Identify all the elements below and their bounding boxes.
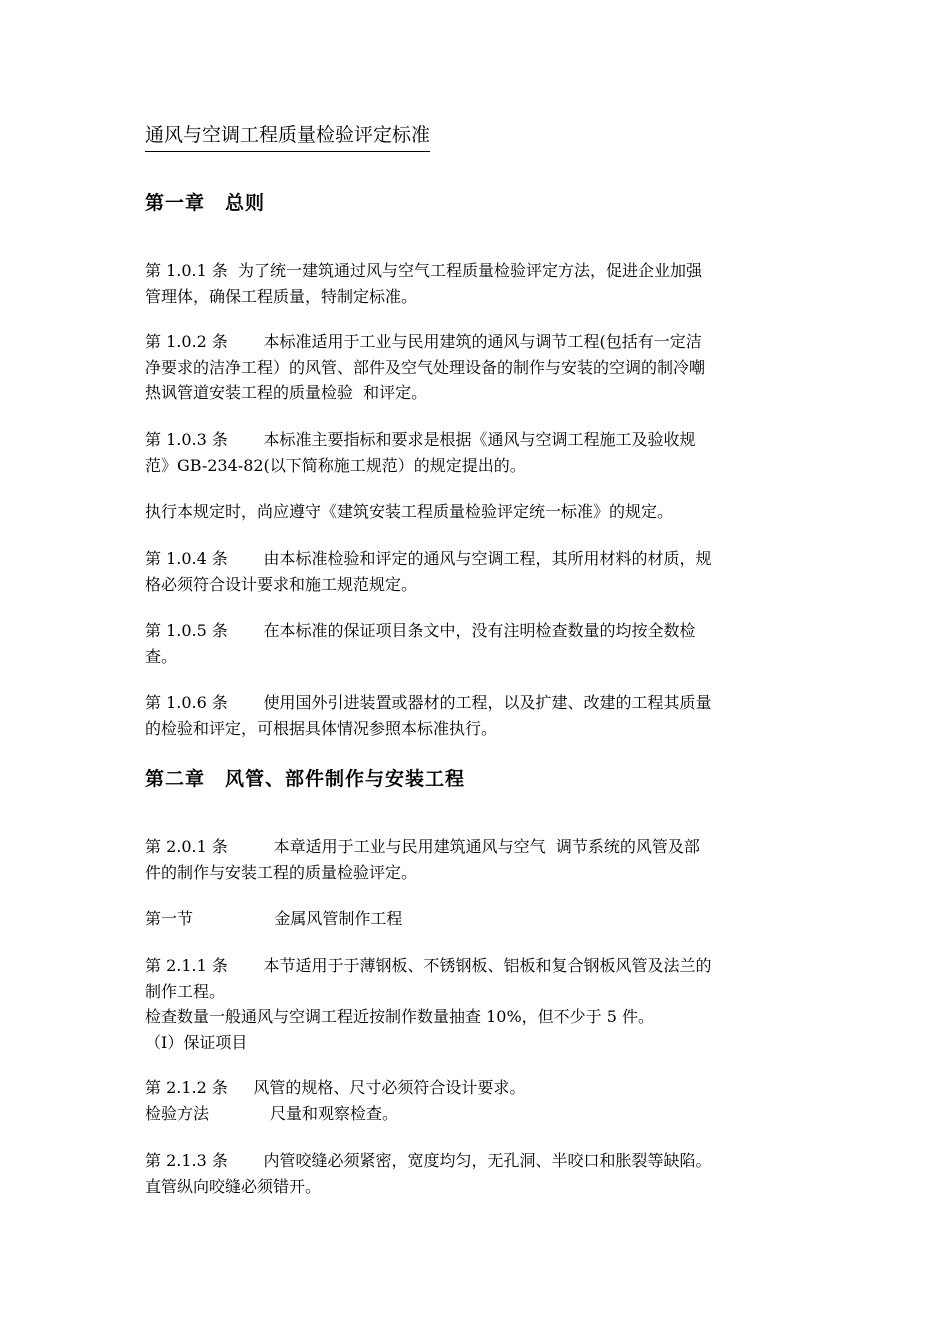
text-line: 第 1.0.3 条 本标准主要指标和要求是根据《通风与空调工程施工及验收规 bbox=[145, 430, 696, 449]
text-line: 第一节 金属风管制作工程 bbox=[145, 909, 403, 928]
section-1-heading bbox=[145, 906, 810, 932]
text-line: 第 2.1.3 条 内管咬缝必须紧密，宽度均匀，无孔洞、半咬口和胀裂等缺陷。 bbox=[145, 1151, 712, 1170]
article-2-1-2 bbox=[145, 1075, 810, 1126]
text-line: 检验方法 尺量和观察检查。 bbox=[145, 1103, 399, 1123]
article-2-0-1 bbox=[145, 834, 810, 885]
text-line: 第 2.1.1 条 本节适用于于薄钢板、不锈钢板、铝板和复合钢板风管及法兰的 bbox=[145, 956, 712, 975]
text-line: 直管纵向咬缝必须错开。 bbox=[145, 1176, 322, 1196]
text-line: 第 1.0.2 条 本标准适用于工业与民用建筑的通风与调节工程(包括有一定洁 bbox=[145, 332, 702, 351]
text-line: 查。 bbox=[145, 646, 178, 666]
execution-note bbox=[145, 499, 810, 525]
text-line: 的检验和评定，可根据具体情况参照本标准执行。 bbox=[145, 718, 498, 738]
chapter-2-heading: 第二章 风管、部件制作与安装工程 bbox=[145, 768, 466, 790]
text-line: 管理体，确保工程质量，特制定标准。 bbox=[145, 286, 418, 306]
text-line: 制作工程。 bbox=[145, 981, 226, 1001]
article-1-0-5 bbox=[145, 618, 810, 669]
text-line: （I）保证项目 bbox=[145, 1032, 248, 1052]
text-line: 第 2.0.1 条 本章适用于工业与民用建筑通风与空气 调节系统的风管及部 bbox=[145, 837, 700, 856]
document-title: 通风与空调工程质量检验评定标准 bbox=[145, 122, 430, 152]
text-line: 第 1.0.4 条 由本标准检验和评定的通风与空调工程，其所用材料的材质，规 bbox=[145, 549, 712, 568]
article-1-0-2 bbox=[145, 329, 810, 406]
text-line: 执行本规定时，尚应遵守《建筑安装工程质量检验评定统一标准》的规定。 bbox=[145, 502, 674, 521]
text-line: 净要求的洁净工程）的风管、部件及空气处理设备的制作与安装的空调的制冷嘲 bbox=[145, 357, 706, 377]
article-2-1-3 bbox=[145, 1148, 810, 1199]
text-line: 第 1.0.1 条 为了统一建筑通过风与空气工程质量检验评定方法，促进企业加强 bbox=[145, 261, 703, 280]
text-line: 第 1.0.6 条 使用国外引进装置或器材的工程，以及扩建、改建的工程其质量 bbox=[145, 693, 712, 712]
text-line: 第 2.1.2 条 风管的规格、尺寸必须符合设计要求。 bbox=[145, 1078, 526, 1097]
text-line: 范》GB-234-82(以下简称施工规范）的规定提出的。 bbox=[145, 455, 526, 475]
text-line: 第 1.0.5 条 在本标准的保证项目条文中，没有注明检查数量的均按全数检 bbox=[145, 621, 696, 640]
article-1-0-3 bbox=[145, 427, 810, 478]
article-2-1-1 bbox=[145, 953, 810, 1055]
text-line: 检查数量一般通风与空调工程近按制作数量抽查 10%，但不少于 5 件。 bbox=[145, 1007, 655, 1026]
text-line: 格必须符合设计要求和施工规范规定。 bbox=[145, 574, 418, 594]
article-1-0-1 bbox=[145, 258, 810, 309]
text-line: 件的制作与安装工程的质量检验评定。 bbox=[145, 862, 418, 882]
article-1-0-4 bbox=[145, 546, 810, 597]
chapter-1-heading: 第一章 总则 bbox=[145, 192, 266, 214]
article-1-0-6 bbox=[145, 690, 810, 741]
text-line: 热讽管道安装工程的质量检验 和评定。 bbox=[145, 383, 428, 402]
